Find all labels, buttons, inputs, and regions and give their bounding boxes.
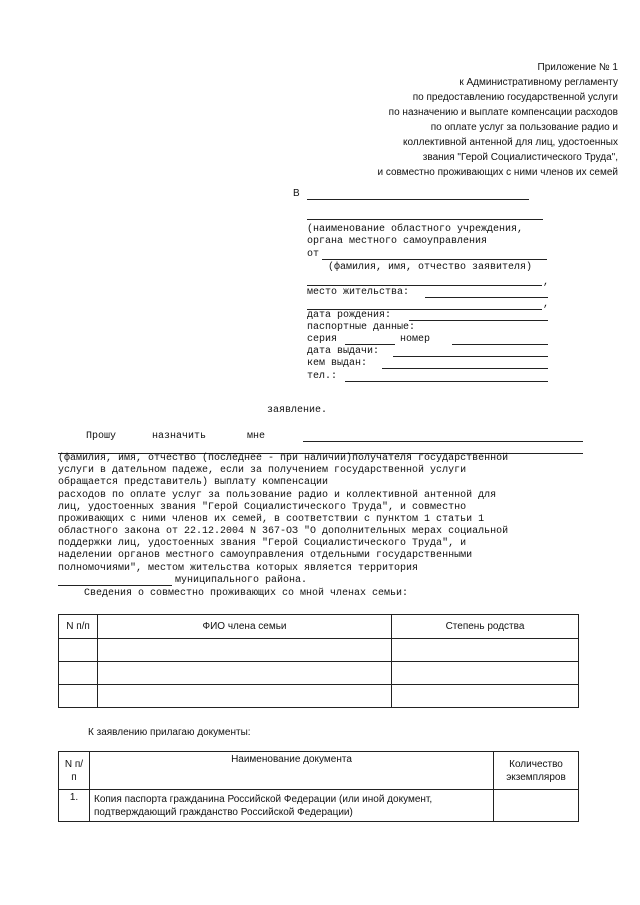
- issue-date-label: дата выдачи:: [307, 346, 380, 357]
- annex-line: по назначению и выплате компенсации расходов: [388, 107, 618, 118]
- annex-line: к Административному регламенту: [459, 77, 618, 88]
- residence-label: место жительства:: [307, 287, 410, 298]
- statement-line: (фамилия, имя, отчество (последнее - при наличии)получателя государственной: [58, 453, 509, 464]
- statement-line: услуги в дательном падеже, если за получением государственной услуги: [58, 465, 467, 476]
- annex-line: Приложение № 1: [537, 62, 618, 73]
- col-header: ФИО члена семьи: [98, 615, 392, 639]
- table-cell: 1.: [59, 790, 90, 822]
- request-word: назначить: [152, 431, 207, 442]
- passport-label: паспортные данные:: [307, 322, 416, 333]
- col-header: N п/п: [59, 752, 90, 790]
- comma: ,: [543, 277, 550, 288]
- phone-field[interactable]: [345, 381, 548, 382]
- request-word: Прошу: [86, 431, 117, 442]
- table-cell[interactable]: [392, 662, 579, 685]
- phone-label: тел.:: [307, 371, 338, 382]
- statement-line: обращается представитель) выплату компенсации: [58, 477, 329, 488]
- table-cell[interactable]: [59, 639, 98, 662]
- col-header: Количество экземпляров: [494, 752, 579, 790]
- table-cell: Копия паспорта гражданина Российской Федерации (или иной документ, подтверждающий гражданство Российской Федерации): [90, 790, 494, 822]
- birth-label: дата рождения:: [307, 310, 392, 321]
- series-field[interactable]: [345, 344, 395, 345]
- annex-line: звания "Герой Социалистического Труда",: [422, 152, 618, 163]
- col-header: Степень родства: [392, 615, 579, 639]
- from-label: от: [307, 249, 320, 260]
- table-cell[interactable]: [98, 685, 392, 708]
- table-cell[interactable]: [494, 790, 579, 822]
- table-cell[interactable]: [98, 662, 392, 685]
- district-field[interactable]: [58, 585, 172, 586]
- table-cell[interactable]: [392, 685, 579, 708]
- birth-date-field[interactable]: [409, 320, 548, 321]
- col-header: N п/п: [59, 615, 98, 639]
- residence-field[interactable]: [425, 297, 548, 298]
- statement-line: расходов по оплате услуг за пользование радио и коллективной антенной для: [58, 490, 497, 501]
- district-suffix: муниципального района.: [175, 575, 308, 586]
- annex-line: и совместно проживающих с ними членов их семей: [377, 167, 618, 178]
- documents-table: [58, 751, 579, 822]
- series-label: серия: [307, 334, 338, 345]
- table-cell[interactable]: [59, 685, 98, 708]
- table-cell[interactable]: [98, 639, 392, 662]
- applicant-caption: (фамилия, имя, отчество заявителя): [328, 262, 533, 273]
- comma: ,: [543, 299, 550, 310]
- annex-header: [288, 60, 618, 180]
- issue-date-field[interactable]: [393, 356, 548, 357]
- family-table: [58, 614, 579, 708]
- annex-line: по предоставлению государственной услуги: [412, 92, 618, 103]
- statement-line: проживающих с ними членов их семей, в соответствии с пунктом 1 статьи 1: [58, 514, 485, 525]
- applicant-name-field-2[interactable]: [307, 285, 542, 286]
- table-row: [59, 662, 579, 685]
- table-row: [59, 790, 579, 822]
- request-word: мне: [247, 431, 266, 442]
- annex-line: коллективной антенной для лиц, удостоенных: [402, 137, 618, 148]
- col-header: Наименование документа: [90, 752, 494, 790]
- org-name-field[interactable]: [307, 199, 529, 200]
- number-field[interactable]: [452, 344, 548, 345]
- statement-line: поддержки лиц, удостоенных звания "Герой Социалистического Труда", и: [58, 538, 467, 549]
- statement-line: полномочиями", местом жительства которых является территория: [58, 563, 419, 574]
- number-label: номер: [400, 334, 431, 345]
- to-prefix: В: [293, 188, 300, 199]
- statement-title: заявление.: [267, 405, 328, 416]
- statement-line: областного закона от 22.12.2004 N 367-ОЗ "О дополнительных мерах социальной: [58, 526, 509, 537]
- org-name-field-2[interactable]: [307, 219, 543, 220]
- statement-line: наделении органов местного самоуправления отдельными государственными: [58, 550, 473, 561]
- org-caption: органа местного самоуправления: [307, 236, 488, 247]
- table-cell[interactable]: [59, 662, 98, 685]
- documents-intro: К заявлению прилагаю документы:: [88, 727, 251, 738]
- statement-line: лиц, удостоенных звания "Герой Социалистического Труда", и совместно: [58, 502, 467, 513]
- annex-line: по оплате услуг за пользование радио и: [430, 122, 618, 133]
- issued-by-field[interactable]: [382, 368, 548, 369]
- table-row: [59, 639, 579, 662]
- family-intro: Сведения о совместно проживающих со мной членах семьи:: [84, 588, 409, 599]
- table-cell[interactable]: [392, 639, 579, 662]
- table-row: [59, 685, 579, 708]
- applicant-name-field[interactable]: [322, 259, 547, 260]
- issued-by-label: кем выдан:: [307, 358, 368, 369]
- org-caption: (наименование областного учреждения,: [307, 224, 524, 235]
- recipient-field[interactable]: [303, 441, 583, 442]
